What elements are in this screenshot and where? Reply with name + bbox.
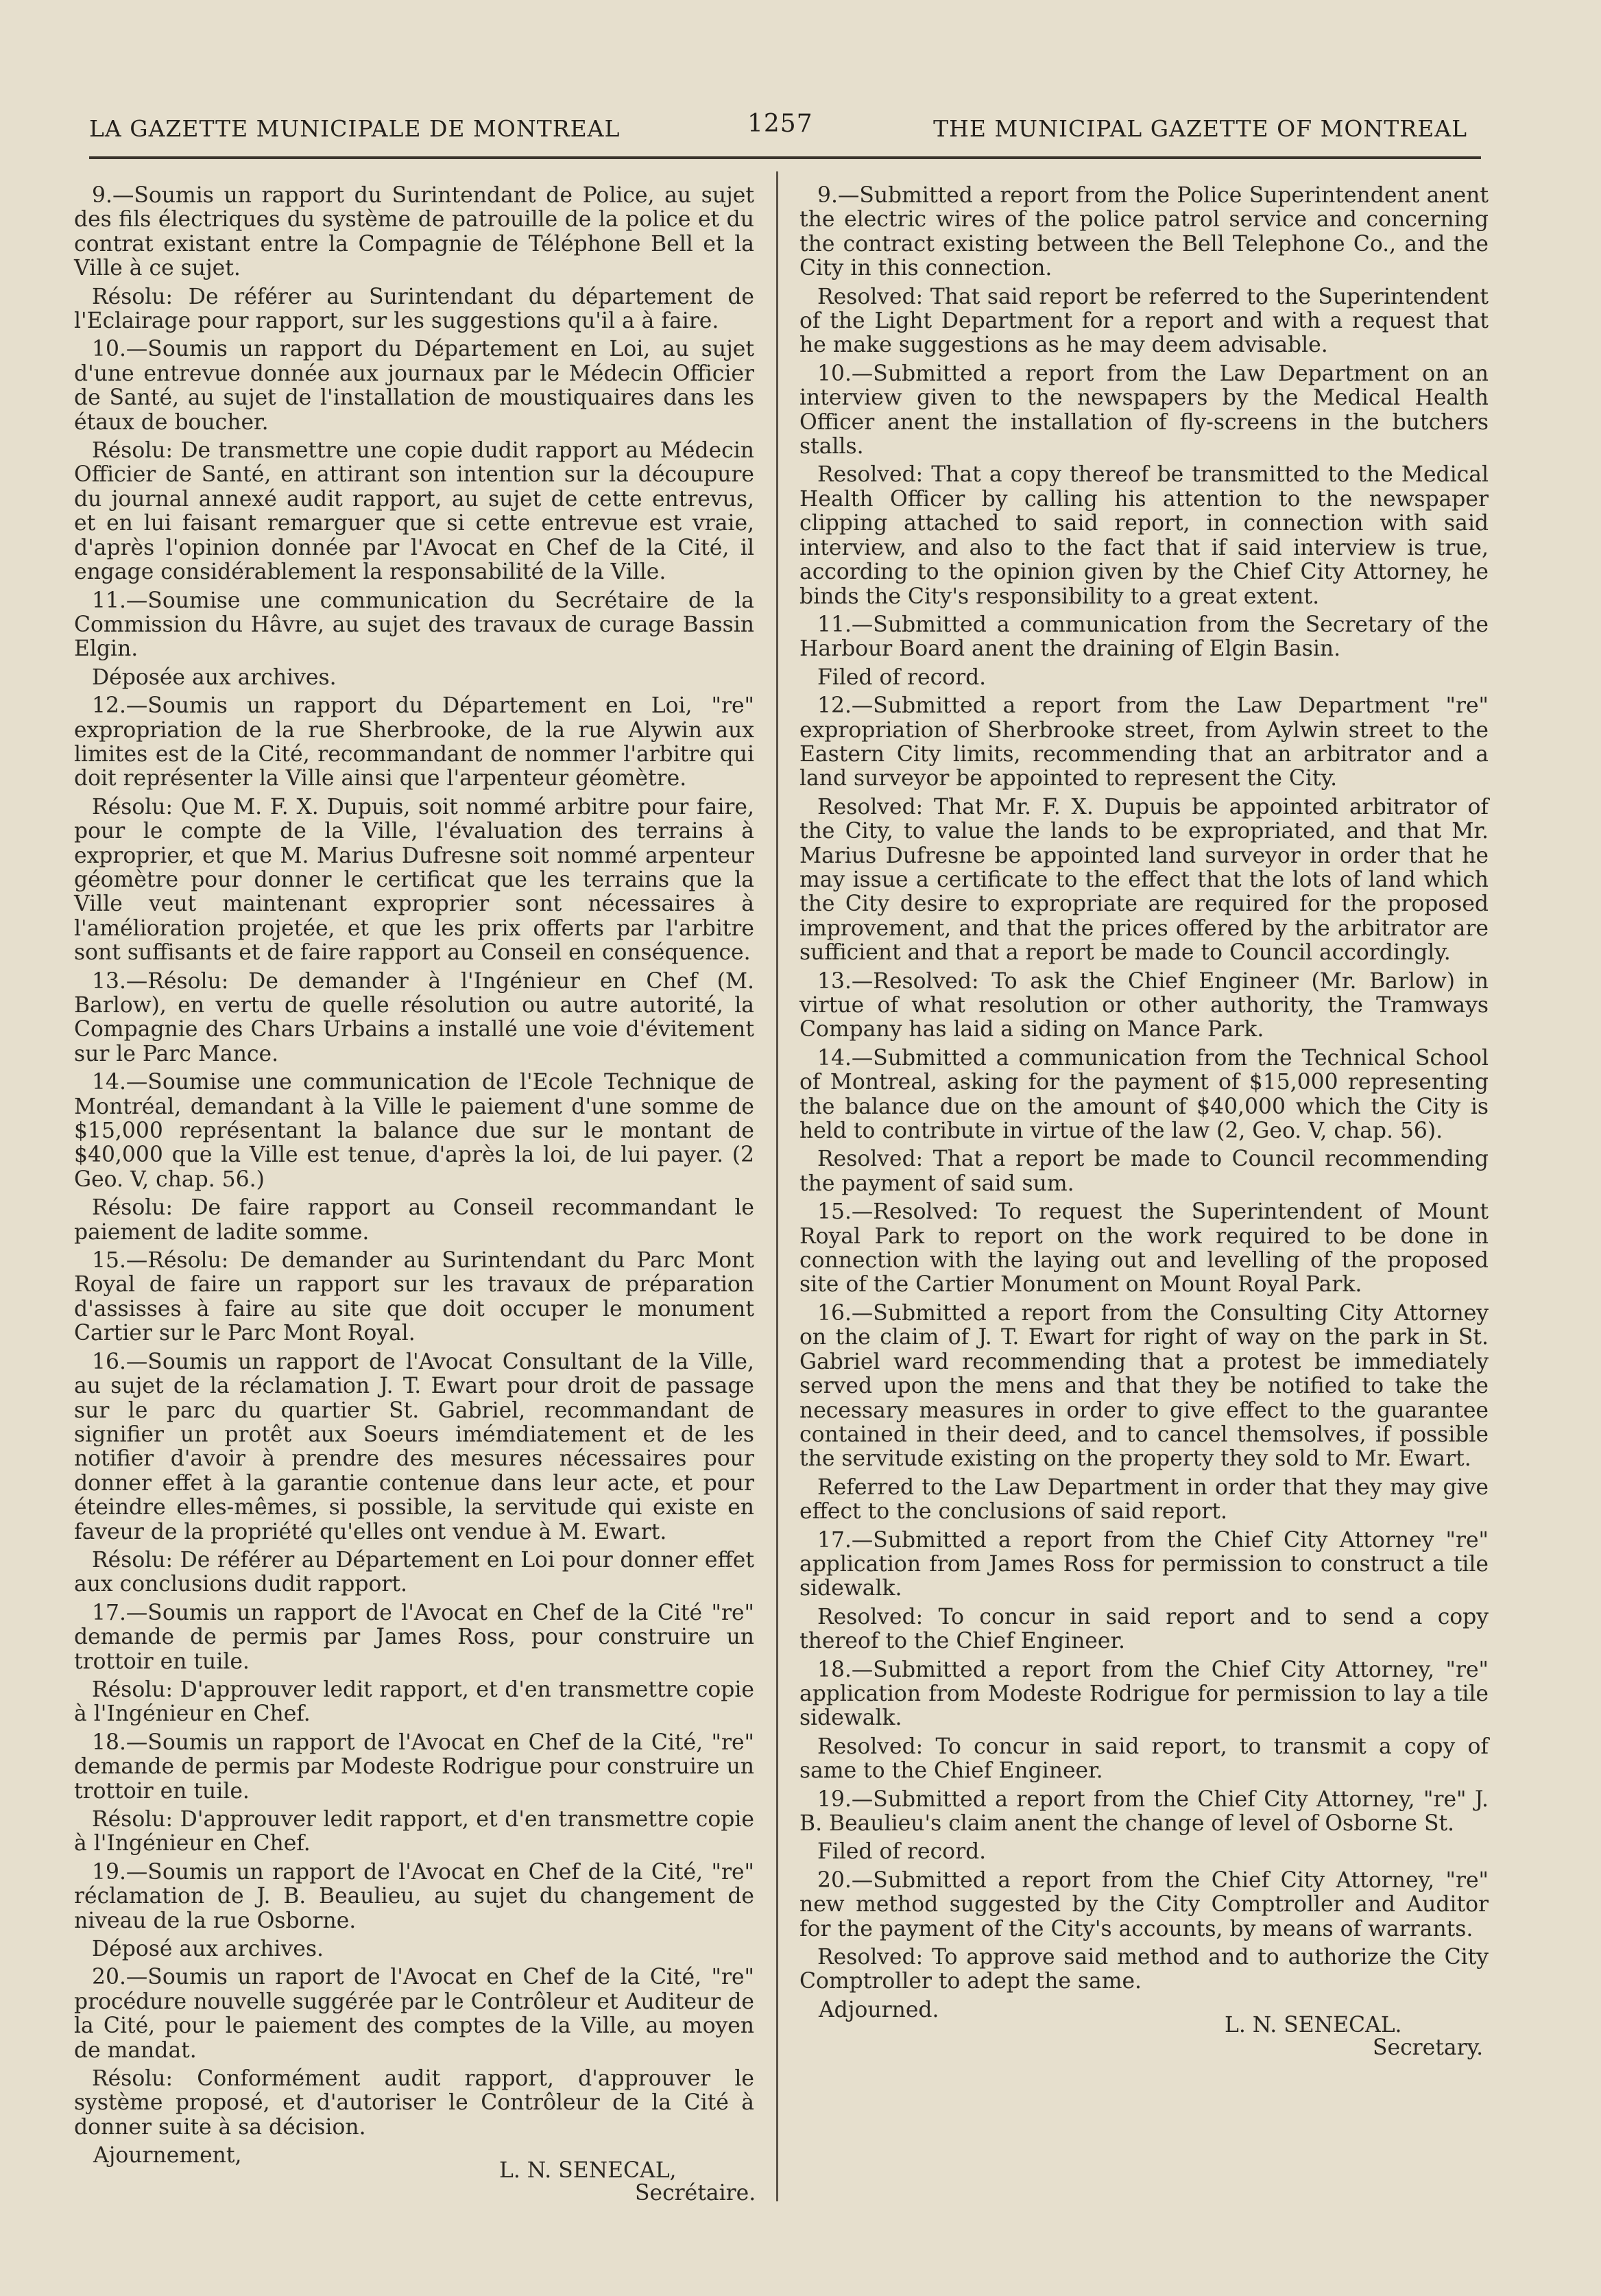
en-adjourned: Adjourned.: [819, 1997, 939, 2022]
en-signature-block: [799, 1998, 1489, 2064]
fr-signature-name: L. N. SENECAL,: [499, 2158, 677, 2184]
en-paragraph: 12.—Submitted a report from the Law Department "re" expropriation of Sherbrooke street, from Aylwin street to the Eastern City limits, recommending that an arbitrator and a land surveyor be appointed to represent the City.: [799, 693, 1489, 791]
en-paragraph: Resolved: That Mr. F. X. Dupuis be appointed arbitrator of the City, to value the lands to be expropriated, and that Mr. Marius Dufresne be appointed land surveyor in order that he may issue a certificate to the effect that the lots of land which the City desire to expropriate are required for the proposed improvement, and that the prices offered by the arbitrator are sufficient and that a report be made to Council accordingly.: [799, 794, 1489, 966]
header-french-title: LA GAZETTE MUNICIPALE DE MONTREAL: [89, 115, 621, 142]
header-rule: [89, 156, 1481, 159]
fr-paragraph: Résolu: De référer au Surintendant du département de l'Eclairage pour rapport, sur les suggestions qu'il a à faire.: [74, 284, 754, 334]
fr-paragraph: Déposé aux archives.: [92, 1937, 324, 1962]
fr-paragraph: Résolu: D'approuver ledit rapport, et d'en transmettre copie à l'Ingénieur en Chef.: [74, 1807, 754, 1856]
fr-paragraph: Résolu: D'approuver ledit rapport, et d'en transmettre copie à l'Ingénieur en Chef.: [74, 1677, 754, 1727]
en-paragraph: Filed of record.: [817, 1839, 987, 1865]
fr-paragraph: 19.—Soumis un rapport de l'Avocat en Chef de la Cité, "re" réclamation de J. B. Beaulieu, au sujet du changement de niveau de la rue Osborne.: [74, 1859, 754, 1933]
fr-paragraph: 13.—Résolu: De demander à l'Ingénieur en Chef (M. Barlow), en vertu de quelle résolution ou autre autorité, la Compagnie des Chars Urbains a installé une voie d'évitement sur le Parc Mance.: [74, 968, 754, 1066]
fr-paragraph: Résolu: Que M. F. X. Dupuis, soit nommé arbitre pour faire, pour le compte de la Ville, l'évaluation des terrains à exproprier, et que M. Marius Dufresne soit nommé arpenteur géomètre pour donner le certificat que les terrains que la Ville veut maintenant exproprier sont nécessaires à l'amélioration projetée, et que les prix offerts par l'arbitre sont suffisants et de faire rapport au Conseil en conséquence.: [74, 794, 754, 966]
en-paragraph: 9.—Submitted a report from the Police Superintendent anent the electric wires of the police patrol service and concerning the contract existing between the Bell Telephone Co., and the City in this connection.: [799, 183, 1489, 281]
en-paragraph: 16.—Submitted a report from the Consulting City Attorney on the claim of J. T. Ewart for right of way on the park in St. Gabriel ward recommending that a protest be immediately served upon the mens and that they be notified to take the necessary measures in order to give effect to the guarantee contained in their deed, and to cancel themsolves, if possible the servitude existing on the property they sold to Mr. Ewart.: [799, 1300, 1489, 1472]
fr-paragraph: Résolu: De référer au Département en Loi pour donner effet aux conclusions dudit rapport.: [74, 1547, 754, 1597]
fr-paragraph: 10.—Soumis un rapport du Département en Loi, au sujet d'une entrevue donnée aux journaux par le Médecin Officier de Santé, au sujet de l'installation de moustiquaires dans les étaux de boucher.: [74, 337, 754, 435]
fr-paragraph: Résolu: Conformément audit rapport, d'approuver le système proposé, et d'autoriser le Contrôleur de la Cité à donner suite à sa décision.: [74, 2066, 754, 2140]
en-signature-name: L. N. SENECAL.: [1225, 2012, 1402, 2037]
en-paragraph: Resolved: To concur in said report, to transmit a copy of same to the Chief Engineer.: [799, 1734, 1489, 1784]
en-paragraph: 19.—Submitted a report from the Chief City Attorney, "re" J. B. Beaulieu's claim anent the change of level of Osborne St.: [799, 1786, 1489, 1836]
fr-adjourned: Ajournement,: [93, 2143, 242, 2168]
english-column: [799, 184, 1489, 2064]
en-paragraph: 20.—Submitted a report from the Chief City Attorney, "re" new method suggested by the City Comptroller and Auditor for the payment of the City's accounts, by means of warrants.: [799, 1867, 1489, 1941]
en-paragraph: Filed of record.: [817, 665, 987, 690]
fr-signature-title: Secrétaire.: [635, 2181, 756, 2206]
header-english-title: THE MUNICIPAL GAZETTE OF MONTREAL: [933, 115, 1467, 142]
en-paragraph: Resolved: That said report be referred to the Superintendent of the Light Department for a report and with a request that he make suggestions as he may deem advisable.: [799, 284, 1489, 358]
fr-paragraph: Résolu: De transmettre une copie dudit rapport au Médecin Officier de Santé, en attirant son intention sur la découpure du journal annexé audit rapport, au sujet de cette entrevus, et en lui faisant remarguer que si cette entrevue est vraie, d'après l'opinion donnée par l'Avocat en Chef de la Cité, il engage considérablement la responsabilité de la Ville.: [74, 438, 754, 585]
fr-paragraph: 11.—Soumise une communication du Secrétaire de la Commission du Hâvre, au sujet des travaux de curage Bassin Elgin.: [74, 588, 754, 662]
en-paragraph: 13.—Resolved: To ask the Chief Engineer (Mr. Barlow) in virtue of what resolution or other authority, the Tramways Company has laid a siding on Mance Park.: [799, 968, 1489, 1042]
fr-paragraph: 9.—Soumis un rapport du Surintendant de Police, au sujet des fils électriques du système de patrouille de la police et du contrat existant entre la Compagnie de Téléphone Bell et la Ville à ce sujet.: [74, 183, 754, 281]
en-paragraph: Resolved: To concur in said report and to send a copy thereof to the Chief Engineer.: [799, 1604, 1489, 1654]
en-paragraph: 15.—Resolved: To request the Superintendent of Mount Royal Park to report on the work required to be done in connection with the laying out and levelling of the proposed site of the Cartier Monument on Mount Royal Park.: [799, 1199, 1489, 1298]
en-paragraph: Resolved: That a report be made to Council recommending the payment of said sum.: [799, 1147, 1489, 1196]
en-paragraph: Resolved: That a copy thereof be transmitted to the Medical Health Officer by calling his attention to the newspaper clipping attached to said report, in connection with said interview, and also to the fact that if said interview is true, according to the opinion given by the Chief City Attorney, he binds the City's responsibility to a great extent.: [799, 462, 1489, 609]
fr-paragraph: Déposée aux archives.: [92, 665, 337, 690]
en-signature-title: Secretary.: [1373, 2035, 1484, 2060]
fr-signature-block: [74, 2144, 754, 2209]
fr-paragraph: 18.—Soumis un rapport de l'Avocat en Chef de la Cité, "re" demande de permis par Modeste Rodrigue pour construire un trottoir en tuile.: [74, 1730, 754, 1804]
en-paragraph: Referred to the Law Department in order that they may give effect to the conclusions of said report.: [799, 1474, 1489, 1524]
fr-paragraph: 15.—Résolu: De demander au Surintendant du Parc Mont Royal de faire un rapport sur les travaux de préparation d'assisses à faire au site que doit occuper le monument Cartier sur le Parc Mont Royal.: [74, 1248, 754, 1346]
en-paragraph: 10.—Submitted a report from the Law Department on an interview given to the newspapers by the Medical Health Officer anent the installation of fly-screens in the butchers stalls.: [799, 361, 1489, 459]
fr-paragraph: 17.—Soumis un rapport de l'Avocat en Chef de la Cité "re" demande de permis par James Ross, pour construire un trottoir en tuile.: [74, 1600, 754, 1674]
en-paragraph: 17.—Submitted a report from the Chief City Attorney "re" application from James Ross for permission to construct a tile sidewalk.: [799, 1527, 1489, 1601]
en-paragraph: Resolved: To approve said method and to authorize the City Comptroller to adept the same.: [799, 1945, 1489, 1994]
column-divider: [776, 171, 778, 2201]
fr-paragraph: 12.—Soumis un rapport du Département en Loi, "re" expropriation de la rue Sherbrooke, de la rue Alywin aux limites est de la Cité, recommandant de nommer l'arbitre qui doit représenter la Ville ainsi que l'arpenteur géomètre.: [74, 693, 754, 791]
page-header: [89, 110, 1467, 151]
fr-paragraph: 14.—Soumise une communication de l'Ecole Technique de Montréal, demandant à la Ville le paiement d'une somme de $15,000 représentant la balance due sur le montant de $40,000 que la Ville est tenue, d'après la loi, de lui payer. (2 Geo. V, chap. 56.): [74, 1070, 754, 1192]
fr-paragraph: 16.—Soumis un rapport de l'Avocat Consultant de la Ville, au sujet de la réclamation J. T. Ewart pour droit de passage sur le parc du quartier St. Gabriel, recommandant de signifier un protêt aux Soeurs imémdiatement et de les notifier d'avoir à prendre des mesures nécessaires pour donner effet à la garantie contenue dans leur acte, et pour éteindre elles-mêmes, si possible, la servitude qui existe en faveur de la propriété qu'elles ont vendue à M. Ewart.: [74, 1349, 754, 1544]
french-column: [74, 184, 754, 2209]
en-paragraph: 11.—Submitted a communication from the Secretary of the Harbour Board anent the draining of Elgin Basin.: [799, 612, 1489, 662]
fr-paragraph: Résolu: De faire rapport au Conseil recommandant le paiement de ladite somme.: [74, 1195, 754, 1245]
en-paragraph: 14.—Submitted a communication from the Technical School of Montreal, asking for the payment of $15,000 representing the balance due on the amount of $40,000 which the City is held to contribute in virtue of the law (2, Geo. V, chap. 56).: [799, 1045, 1489, 1144]
en-paragraph: 18.—Submitted a report from the Chief City Attorney, "re" application from Modeste Rodrigue for permission to lay a tile sidewalk.: [799, 1657, 1489, 1731]
fr-paragraph: 20.—Soumis un raport de l'Avocat en Chef de la Cité, "re" procédure nouvelle suggérée par le Contrôleur et Auditeur de la Cité, pour le paiement des comptes de la Ville, au moyen de mandat.: [74, 1965, 754, 2063]
page-number: 1257: [747, 110, 813, 138]
